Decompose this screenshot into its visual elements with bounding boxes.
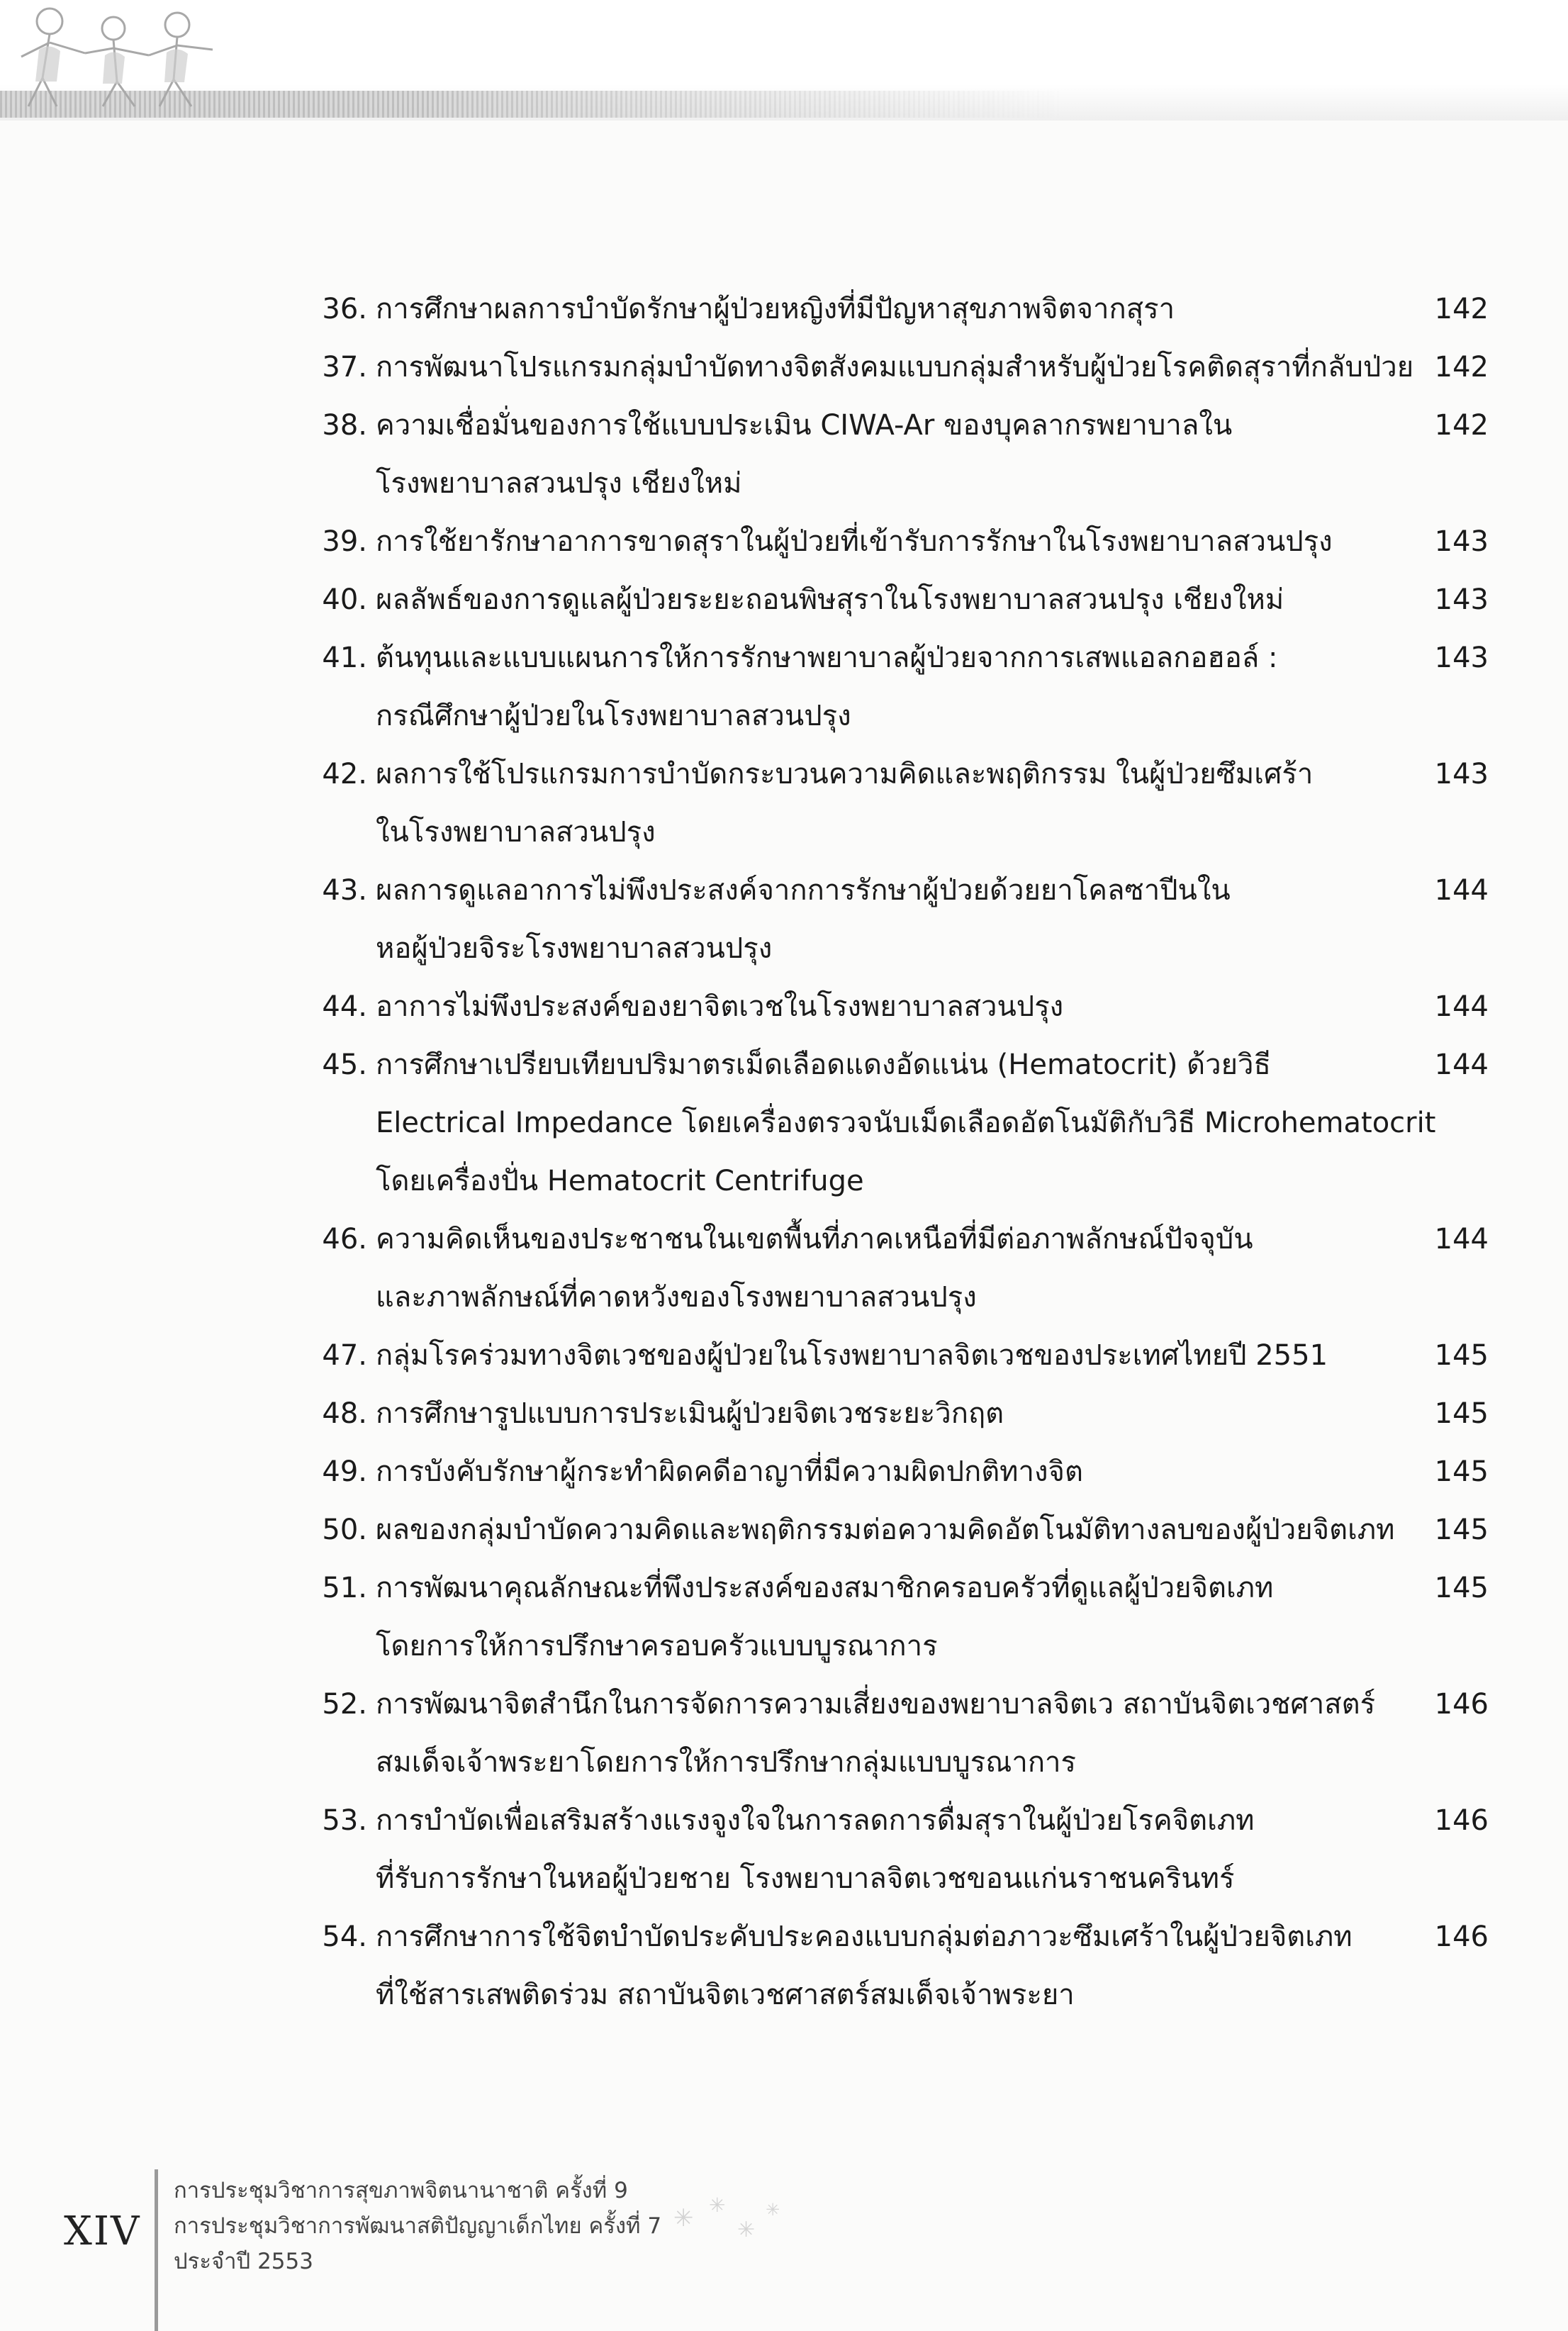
toc-list: [0, 280, 1568, 2024]
entry-number: 36.: [322, 293, 367, 325]
toc-entry: [0, 1326, 1568, 1385]
footer-conference-info: [174, 2173, 661, 2279]
entry-title-line: ผลของกลุ่มบำบัดความคิดและพฤติกรรมต่อความคิดอัตโนมัติทางลบของผู้ป่วยจิตเภท: [376, 1514, 1395, 1546]
footer-divider: [155, 2169, 158, 2331]
entry-title-line: ที่ใช้สารเสพติดร่วม สถาบันจิตเวชศาสตร์สมเด็จเจ้าพระยา: [376, 1979, 1075, 2011]
entry-title-line: อาการไม่พึงประสงค์ของยาจิตเวชในโรงพยาบาลสวนปรุง: [376, 990, 1064, 1023]
entry-number: 48.: [322, 1397, 367, 1430]
entry-title-line: ต้นทุนและแบบแผนการให้การรักษาพยาบาลผู้ป่วยจากการเสพแอลกอฮอล์ :: [376, 642, 1278, 674]
toc-entry: [0, 861, 1568, 978]
entry-page: 145: [1434, 1514, 1489, 1546]
entry-title-line: การบังคับรักษาผู้กระทำผิดคดีอาญาที่มีความผิดปกติทางจิต: [376, 1455, 1083, 1488]
entry-page: 144: [1434, 990, 1489, 1023]
entry-number: 53.: [322, 1804, 367, 1837]
entry-title-line: การพัฒนาคุณลักษณะที่พึงประสงค์ของสมาชิกครอบครัวที่ดูแลผู้ป่วยจิตเภท: [376, 1572, 1274, 1604]
entry-title-line: ในโรงพยาบาลสวนปรุง: [376, 816, 656, 849]
toc-entry: [0, 1908, 1568, 2024]
entry-title-line: การบำบัดเพื่อเสริมสร้างแรงจูงใจในการลดการดื่มสุราในผู้ป่วยโรคจิตเภท: [376, 1804, 1255, 1837]
entry-page: 145: [1434, 1455, 1489, 1488]
toc-entry: [0, 338, 1568, 396]
entry-title-line: ผลการใช้โปรแกรมการบำบัดกระบวนความคิดและพฤติกรรม ในผู้ป่วยซึมเศร้า: [376, 758, 1314, 790]
svg-text:✳: ✳: [737, 2218, 756, 2242]
entry-page: 143: [1434, 525, 1489, 558]
entry-title-line: การพัฒนาจิตสำนึกในการจัดการความเสี่ยงของพยาบาลจิตเว สถาบันจิตเวชศาสตร์: [376, 1688, 1376, 1721]
children-illustration-icon: [0, 0, 241, 113]
entry-number: 50.: [322, 1514, 367, 1546]
entry-title-line: การศึกษาเปรียบเทียบปริมาตรเม็ดเลือดแดงอัดแน่น (Hematocrit) ด้วยวิธี: [376, 1049, 1271, 1081]
entry-page: 142: [1434, 351, 1489, 384]
entry-title-line: Electrical Impedance โดยเครื่องตรวจนับเม็ดเลือดอัตโนมัติกับวิธี Microhematocrit: [376, 1107, 1436, 1139]
entry-number: 40.: [322, 583, 367, 616]
entry-page: 144: [1434, 874, 1489, 907]
entry-page: 146: [1434, 1688, 1489, 1721]
svg-text:✳: ✳: [766, 2200, 780, 2220]
entry-title-line: ที่รับการรักษาในหอผู้ป่วยชาย โรงพยาบาลจิตเวชขอนแก่นราชนครินทร์: [376, 1862, 1235, 1895]
entry-number: 43.: [322, 874, 367, 907]
entry-title-line: โดยเครื่องปั่น Hematocrit Centrifuge: [376, 1165, 864, 1197]
entry-number: 51.: [322, 1572, 367, 1604]
entry-number: 52.: [322, 1688, 367, 1721]
footer-line: การประชุมวิชาการพัฒนาสติปัญญาเด็กไทย ครั้งที่ 7: [174, 2213, 662, 2239]
entry-page: 142: [1434, 293, 1489, 325]
entry-page: 145: [1434, 1572, 1489, 1604]
page-footer: [0, 2169, 1568, 2331]
entry-title-line: โรงพยาบาลสวนปรุง เชียงใหม่: [376, 467, 742, 500]
entry-page: 146: [1434, 1921, 1489, 1953]
entry-title-line: ผลลัพธ์ของการดูแลผู้ป่วยระยะถอนพิษสุราในโรงพยาบาลสวนปรุง เชียงใหม่: [376, 583, 1284, 616]
header-decoration: [0, 0, 1568, 121]
entry-number: 42.: [322, 758, 367, 790]
entry-number: 49.: [322, 1455, 367, 1488]
entry-title-line: การศึกษาการใช้จิตบำบัดประคับประคองแบบกลุ่มต่อภาวะซึมเศร้าในผู้ป่วยจิตเภท: [376, 1921, 1353, 1953]
toc-entry: [0, 978, 1568, 1036]
toc-entry: [0, 1559, 1568, 1675]
toc-entry: [0, 1675, 1568, 1791]
toc-entry: [0, 1036, 1568, 1210]
entry-number: 44.: [322, 990, 367, 1023]
toc-entry: [0, 1443, 1568, 1501]
entry-title-line: การศึกษารูปแบบการประเมินผู้ป่วยจิตเวชระยะวิกฤต: [376, 1397, 1004, 1430]
toc-entry: [0, 396, 1568, 513]
svg-text:✳: ✳: [673, 2204, 694, 2232]
entry-number: 54.: [322, 1921, 367, 1953]
entry-page: 142: [1434, 409, 1489, 442]
toc-entry: [0, 629, 1568, 745]
entry-title-line: สมเด็จเจ้าพระยาโดยการให้การปรึกษากลุ่มแบบบูรณาการ: [376, 1746, 1076, 1779]
entry-title-line: กลุ่มโรคร่วมทางจิตเวชของผู้ป่วยในโรงพยาบาลจิตเวชของประเทศไทยปี 2551: [376, 1339, 1328, 1372]
toc-entry: [0, 1385, 1568, 1443]
footer-line: การประชุมวิชาการสุขภาพจิตนานาชาติ ครั้งที่ 9: [174, 2178, 628, 2203]
svg-text:✳: ✳: [709, 2193, 726, 2217]
page-number: XIV: [64, 2208, 141, 2254]
entry-title-line: หอผู้ป่วยจิระโรงพยาบาลสวนปรุง: [376, 932, 773, 965]
entry-number: 41.: [322, 642, 367, 674]
entry-title-line: การใช้ยารักษาอาการขาดสุราในผู้ป่วยที่เข้ารับการรักษาในโรงพยาบาลสวนปรุง: [376, 525, 1333, 558]
entry-page: 144: [1434, 1223, 1489, 1256]
entry-number: 47.: [322, 1339, 367, 1372]
entry-title-line: โดยการให้การปรึกษาครอบครัวแบบบูรณาการ: [376, 1630, 938, 1662]
entry-page: 145: [1434, 1397, 1489, 1430]
entry-page: 145: [1434, 1339, 1489, 1372]
footer-line: ประจำปี 2553: [174, 2249, 313, 2274]
entry-title-line: การพัฒนาโปรแกรมกลุ่มบำบัดทางจิตสังคมแบบกลุ่มสำหรับผู้ป่วยโรคติดสุราที่กลับป่วย: [376, 351, 1414, 384]
entry-page: 143: [1434, 758, 1489, 790]
entry-page: 143: [1434, 583, 1489, 616]
entry-title-line: และภาพลักษณ์ที่คาดหวังของโรงพยาบาลสวนปรุง: [376, 1281, 977, 1314]
toc-entry: [0, 1791, 1568, 1908]
toc-entry: [0, 280, 1568, 338]
entry-number: 37.: [322, 351, 367, 384]
toc-entry: [0, 745, 1568, 861]
entry-number: 39.: [322, 525, 367, 558]
entry-number: 46.: [322, 1223, 367, 1256]
entry-number: 38.: [322, 409, 367, 442]
toc-entry: [0, 571, 1568, 629]
toc-entry: [0, 1210, 1568, 1326]
entry-title-line: กรณีศึกษาผู้ป่วยในโรงพยาบาลสวนปรุง: [376, 700, 851, 732]
toc-entry: [0, 513, 1568, 571]
toc-entry: [0, 1501, 1568, 1559]
entry-title-line: ความเชื่อมั่นของการใช้แบบประเมิน CIWA-Ar ของบุคลากรพยาบาลใน: [376, 409, 1233, 442]
entry-title-line: การศึกษาผลการบำบัดรักษาผู้ป่วยหญิงที่มีปัญหาสุขภาพจิตจากสุรา: [376, 293, 1175, 325]
entry-page: 144: [1434, 1049, 1489, 1081]
entry-page: 143: [1434, 642, 1489, 674]
entry-title-line: ความคิดเห็นของประชาชนในเขตพื้นที่ภาคเหนือที่มีต่อภาพลักษณ์ปัจจุบัน: [376, 1223, 1253, 1256]
entry-page: 146: [1434, 1804, 1489, 1837]
sparkle-decoration-icon: [659, 2184, 801, 2262]
entry-number: 45.: [322, 1049, 367, 1081]
entry-title-line: ผลการดูแลอาการไม่พึงประสงค์จากการรักษาผู้ป่วยด้วยยาโคลซาปีนใน: [376, 874, 1231, 907]
